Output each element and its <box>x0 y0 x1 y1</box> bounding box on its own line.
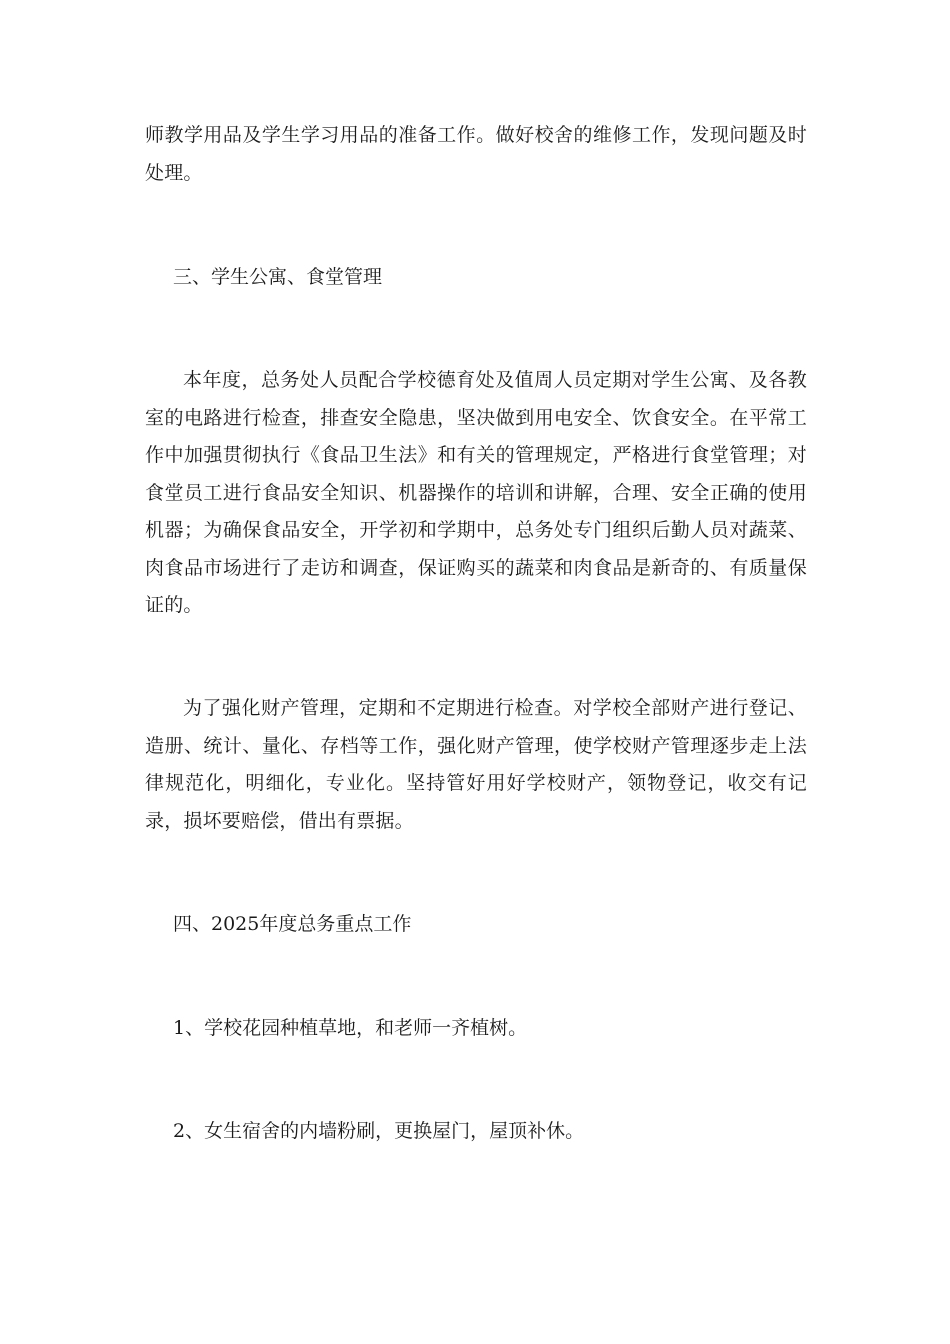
section-three-paragraph-1: 本年度，总务处人员配合学校德育处及值周人员定期对学生公寓、及各教室的电路进行检查，排查安全隐患，坚决做到用电安全、饮食安全。在平常工作中加强贯彻执行《食品卫生法》和有关的管理规定，严格进行食堂管理；对食堂员工进行食品安全知识、机器操作的培训和讲解，合理、安全正确的使用机器；为确保食品安全，开学初和学期中，总务处专门组织后勤人员对蔬菜、肉食品市场进行了走访和调查，保证购买的蔬菜和肉食品是新奇的、有质量保证的。 <box>145 369 807 616</box>
section-three-paragraph-2: 为了强化财产管理，定期和不定期进行检查。对学校全部财产进行登记、造册、统计、量化、存档等工作，强化财产管理，使学校财产管理逐步走上法律规范化，明细化，专业化。坚持管好用好学校财产，领物登记，收交有记录，损坏要赔偿，借出有票据。 <box>145 697 807 832</box>
section-four-heading: 四、2025年度总务重点工作 <box>173 913 412 935</box>
section-three-heading: 三、学生公寓、食堂管理 <box>173 266 383 288</box>
work-item-1: 1、学校花园种植草地，和老师一齐植树。 <box>173 1017 528 1039</box>
continuation-paragraph: 师教学用品及学生学习用品的准备工作。做好校舍的维修工作，发现问题及时处理。 <box>145 124 807 184</box>
work-item-2: 2、女生宿舍的内墙粉刷，更换屋门，屋顶补休。 <box>173 1120 585 1142</box>
